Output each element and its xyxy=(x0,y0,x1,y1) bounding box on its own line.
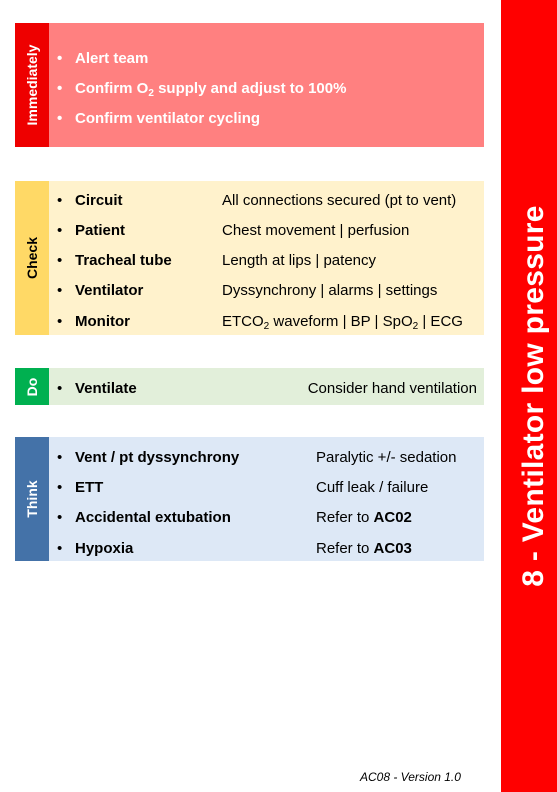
list-item xyxy=(49,107,484,129)
immediately-item-1: Alert team xyxy=(75,49,149,67)
check-tab-label: Check xyxy=(24,236,40,280)
think-value-hypoxia: Refer to AC03 xyxy=(316,539,412,557)
check-label-circuit: Circuit xyxy=(75,191,123,209)
immediately-item-2: Confirm $O_2$ supply and adjust to 100% xyxy=(75,79,347,99)
think-tab-label: Think xyxy=(24,480,40,518)
version-footer: AC08 - Version 1.0 xyxy=(360,770,461,784)
check-tab xyxy=(15,181,49,335)
bullet: • xyxy=(57,508,63,526)
think-section xyxy=(15,437,484,561)
check-label-patient: Patient xyxy=(75,221,126,239)
list-item xyxy=(49,249,484,271)
check-list xyxy=(49,181,484,335)
do-tab xyxy=(15,368,49,405)
check-value-monitor: $ETCO_2$ waveform | BP | SpO$_2$ | ECG xyxy=(222,312,463,332)
think-label-hypoxia: Hypoxia xyxy=(75,539,134,557)
list-item xyxy=(49,506,484,528)
bullet: • xyxy=(57,109,63,127)
do-label-ventilate: Ventilate xyxy=(75,379,137,397)
page-title: 8 - Ventilator low pressure xyxy=(517,205,550,587)
do-value-ventilate: Consider hand ventilation xyxy=(307,379,477,397)
bullet: • xyxy=(57,448,63,466)
list-item xyxy=(49,446,484,468)
check-value-circuit: All connections secured (pt to vent) xyxy=(222,191,457,209)
list-item xyxy=(49,77,484,99)
check-label-tracheal-tube: Tracheal tube xyxy=(75,251,172,269)
check-value-patient: Chest movement | perfusion xyxy=(222,221,410,239)
bullet: • xyxy=(57,539,63,557)
think-value-dyssynchrony: Paralytic +/- sedation xyxy=(316,448,457,466)
check-section xyxy=(15,181,484,335)
bullet: • xyxy=(57,478,63,496)
do-section xyxy=(15,368,484,405)
bullet: • xyxy=(57,312,63,330)
bullet: • xyxy=(57,79,63,97)
check-value-ventilator: Dyssynchrony | alarms | settings xyxy=(222,281,438,299)
bullet: • xyxy=(57,379,63,397)
immediately-list xyxy=(49,23,484,147)
do-tab-label: Do xyxy=(24,377,40,396)
think-label-extubation: Accidental extubation xyxy=(75,508,231,526)
think-list xyxy=(49,437,484,561)
bullet: • xyxy=(57,191,63,209)
list-item xyxy=(49,219,484,241)
immediately-tab-label: Immediately xyxy=(24,44,40,126)
list-item xyxy=(49,377,484,399)
list-item xyxy=(49,189,484,211)
immediately-tab xyxy=(15,23,49,147)
bullet: • xyxy=(57,221,63,239)
list-item xyxy=(49,279,484,301)
think-tab xyxy=(15,437,49,561)
list-item xyxy=(49,47,484,69)
bullet: • xyxy=(57,281,63,299)
immediately-item-3: Confirm ventilator cycling xyxy=(75,109,261,127)
list-item xyxy=(49,310,484,332)
think-label-ett: ETT xyxy=(75,478,104,496)
check-value-tracheal-tube: Length at lips | patency xyxy=(222,251,376,269)
think-label-dyssynchrony: Vent / pt dyssynchrony xyxy=(75,448,240,466)
immediately-section xyxy=(15,23,484,147)
list-item xyxy=(49,476,484,498)
check-label-monitor: Monitor xyxy=(75,312,130,330)
bullet: • xyxy=(57,49,63,67)
bullet: • xyxy=(57,251,63,269)
think-value-extubation: Refer to AC02 xyxy=(316,508,412,526)
do-list xyxy=(49,368,484,405)
think-value-ett: Cuff leak / failure xyxy=(316,478,429,496)
list-item xyxy=(49,537,484,559)
check-label-ventilator: Ventilator xyxy=(75,281,144,299)
